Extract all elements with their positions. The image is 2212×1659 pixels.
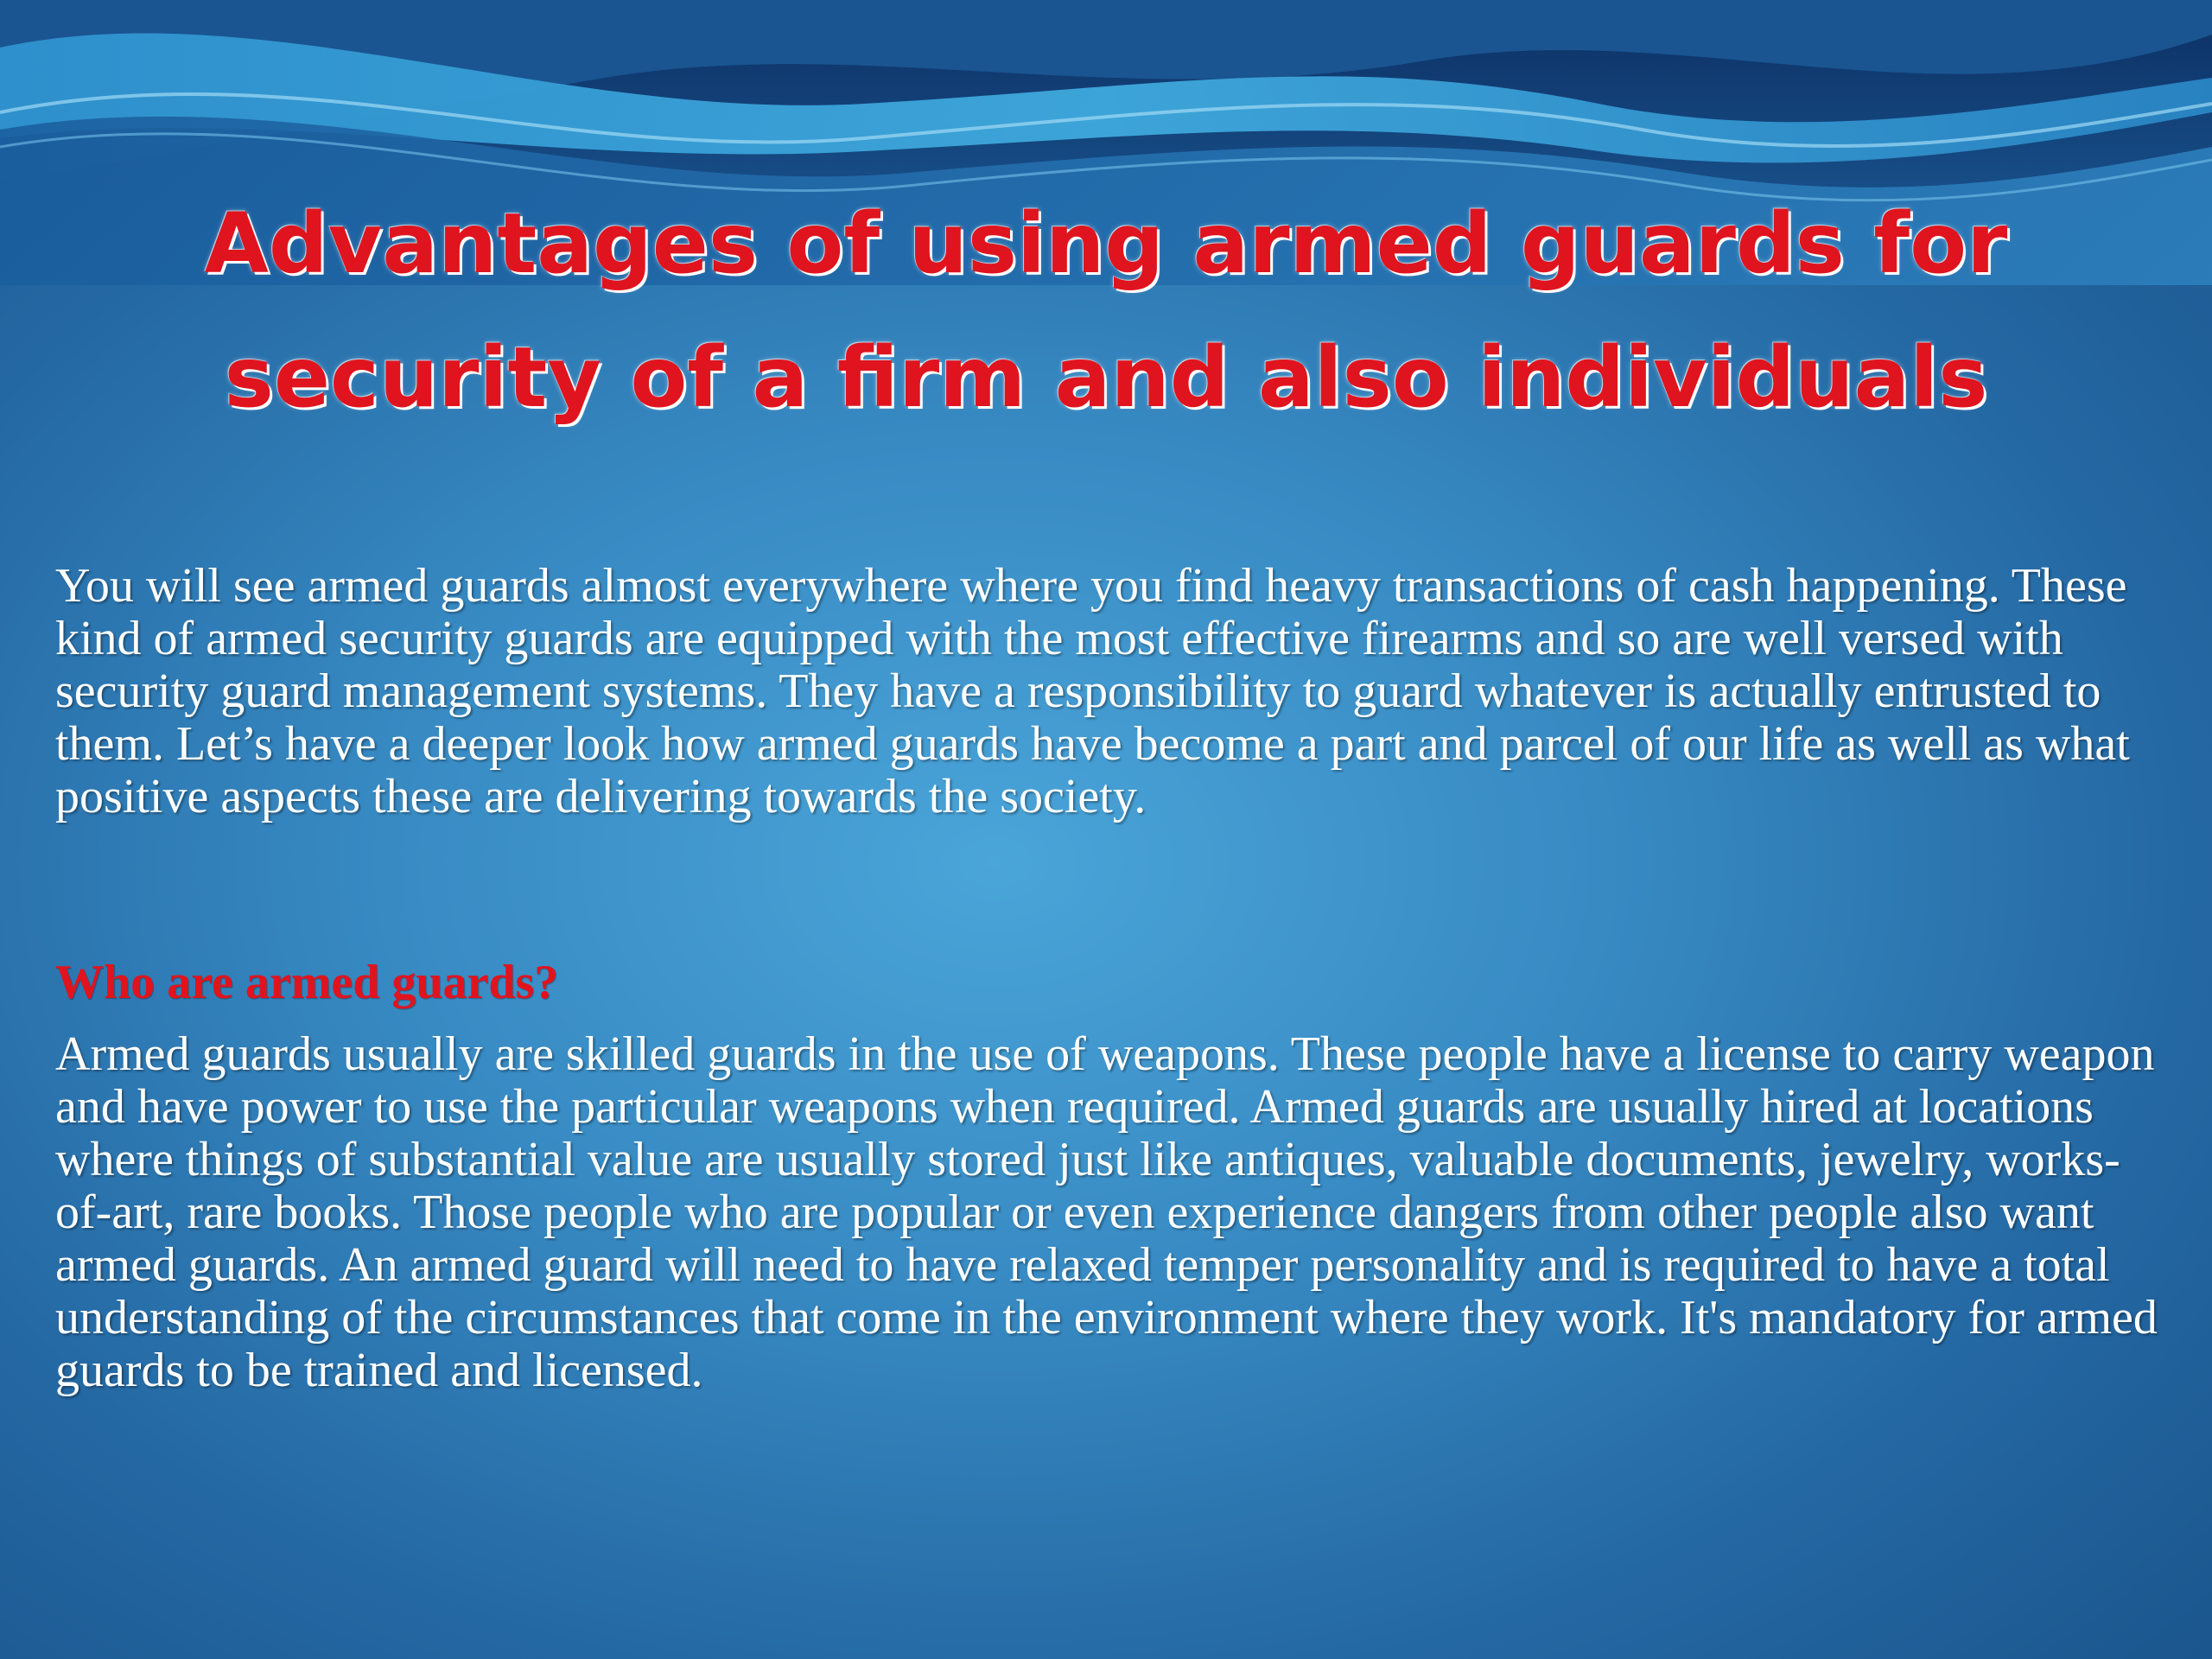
intro-paragraph: You will see armed guards almost everywhere where you find heavy transactions of cash happening. These kind of armed security guards are equipped with the most effective firearms and so are well versed with security guard management systems. They have a responsibility to guard whatever is actually entrusted to them. Let’s have a deeper look how armed guards have become a part and parcel of our life as well as what positive aspects these are delivering towards the society. (55, 559, 2130, 823)
slide-title: Advantages of using armed guards for security of a firm and also individuals (204, 195, 2008, 426)
section-subheading: Who are armed guards? (55, 956, 559, 1009)
details-paragraph: Armed guards usually are skilled guards in the use of weapons. These people have a license to carry weapon and have power to use the particular weapons when required. Armed guards are usually hired at locations where things of substantial value are usually stored just like antiques, valuable documents, jewelry, works-of-art, rare books. Those people who are popular or even experience dangers from other people also want armed guards. An armed guard will need to have relaxed temper personality and is required to have a total understanding of the circumstances that come in the environment where they work. It's mandatory for armed guards to be trained and licensed. (55, 1027, 2158, 1397)
